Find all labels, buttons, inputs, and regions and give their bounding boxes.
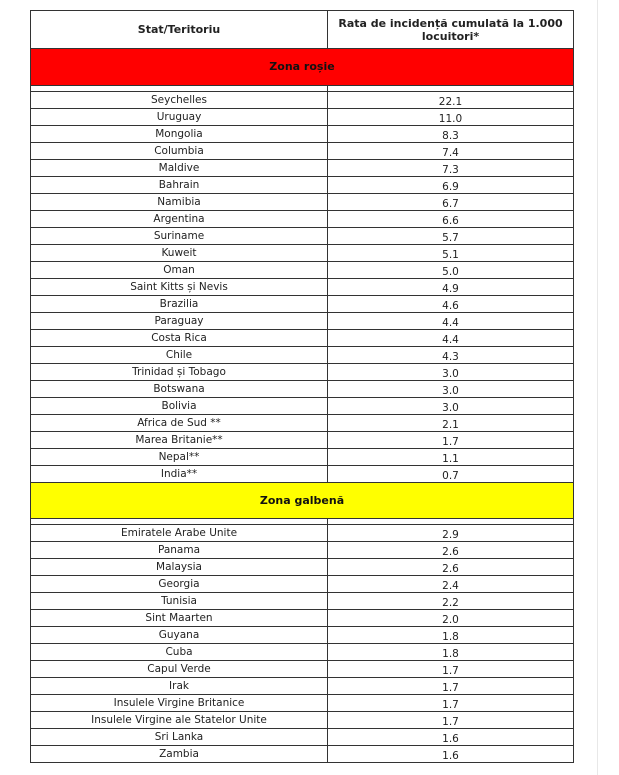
table-row [31, 262, 574, 279]
table-row [31, 279, 574, 296]
table-row [31, 330, 574, 347]
table-row [31, 746, 574, 763]
country-cell: Mongolia [31, 126, 328, 143]
incidence-value-cell: 4.9 [328, 279, 574, 296]
incidence-value-cell: 2.2 [328, 593, 574, 610]
zone-header-row [31, 483, 574, 519]
country-cell: Seychelles [31, 92, 328, 109]
incidence-value-cell: 1.8 [328, 627, 574, 644]
country-cell: Chile [31, 347, 328, 364]
incidence-value-cell: 2.1 [328, 415, 574, 432]
table-row [31, 296, 574, 313]
country-cell: Africa de Sud ** [31, 415, 328, 432]
table-row [31, 415, 574, 432]
incidence-value-cell: 7.3 [328, 160, 574, 177]
incidence-value-cell: 2.0 [328, 610, 574, 627]
country-cell: Saint Kitts și Nevis [31, 279, 328, 296]
country-cell: Suriname [31, 228, 328, 245]
incidence-value-cell: 4.6 [328, 296, 574, 313]
table-row [31, 466, 574, 483]
incidence-value-cell: 1.6 [328, 746, 574, 763]
table-header-row [31, 11, 574, 49]
table-row [31, 245, 574, 262]
zone-label: Zona roșie [31, 49, 574, 86]
country-cell: Kuweit [31, 245, 328, 262]
country-cell: Panama [31, 542, 328, 559]
table-row [31, 576, 574, 593]
table-row [31, 525, 574, 542]
country-cell: India** [31, 466, 328, 483]
table-row [31, 143, 574, 160]
incidence-table [30, 10, 574, 763]
zone-label: Zona galbenă [31, 483, 574, 519]
incidence-value-cell: 1.7 [328, 695, 574, 712]
table-row [31, 381, 574, 398]
incidence-value-cell: 1.1 [328, 449, 574, 466]
table-row [31, 661, 574, 678]
incidence-value-cell: 1.7 [328, 661, 574, 678]
incidence-value-cell: 3.0 [328, 364, 574, 381]
incidence-value-cell: 5.1 [328, 245, 574, 262]
incidence-value-cell: 7.4 [328, 143, 574, 160]
country-cell: Tunisia [31, 593, 328, 610]
table-row [31, 449, 574, 466]
incidence-value-cell: 4.4 [328, 313, 574, 330]
incidence-value-cell: 3.0 [328, 398, 574, 415]
country-cell: Brazilia [31, 296, 328, 313]
table-row [31, 347, 574, 364]
table-body [31, 49, 574, 763]
incidence-value-cell: 2.9 [328, 525, 574, 542]
table-row [31, 109, 574, 126]
incidence-value-cell: 6.9 [328, 177, 574, 194]
incidence-value-cell: 1.8 [328, 644, 574, 661]
table-row [31, 678, 574, 695]
country-cell: Nepal** [31, 449, 328, 466]
table-row [31, 398, 574, 415]
country-cell: Columbia [31, 143, 328, 160]
table-row [31, 712, 574, 729]
table-row [31, 364, 574, 381]
incidence-value-cell: 6.7 [328, 194, 574, 211]
incidence-value-cell: 1.7 [328, 678, 574, 695]
country-cell: Argentina [31, 211, 328, 228]
table-row [31, 627, 574, 644]
country-cell: Insulele Virgine ale Statelor Unite [31, 712, 328, 729]
incidence-value-cell: 11.0 [328, 109, 574, 126]
table-row [31, 432, 574, 449]
incidence-value-cell: 3.0 [328, 381, 574, 398]
country-cell: Marea Britanie** [31, 432, 328, 449]
page-edge [597, 0, 598, 775]
country-cell: Costa Rica [31, 330, 328, 347]
table-row [31, 559, 574, 576]
incidence-value-cell: 4.4 [328, 330, 574, 347]
incidence-value-cell: 5.0 [328, 262, 574, 279]
country-cell: Cuba [31, 644, 328, 661]
table-row [31, 211, 574, 228]
country-cell: Sri Lanka [31, 729, 328, 746]
table-row [31, 593, 574, 610]
country-cell: Bolivia [31, 398, 328, 415]
incidence-value-cell: 1.7 [328, 712, 574, 729]
table-row [31, 126, 574, 143]
table-row [31, 228, 574, 245]
country-cell: Emiratele Arabe Unite [31, 525, 328, 542]
table-row [31, 92, 574, 109]
country-cell: Namibia [31, 194, 328, 211]
country-cell: Capul Verde [31, 661, 328, 678]
country-cell: Guyana [31, 627, 328, 644]
table-row [31, 313, 574, 330]
incidence-value-cell: 5.7 [328, 228, 574, 245]
country-cell: Malaysia [31, 559, 328, 576]
table-row [31, 194, 574, 211]
header-incidence-rate: Rata de incidență cumulată la 1.000 locuitori* [328, 11, 574, 49]
incidence-value-cell: 8.3 [328, 126, 574, 143]
table-row [31, 644, 574, 661]
country-cell: Zambia [31, 746, 328, 763]
country-cell: Botswana [31, 381, 328, 398]
country-cell: Paraguay [31, 313, 328, 330]
table-row [31, 160, 574, 177]
country-cell: Bahrain [31, 177, 328, 194]
country-cell: Trinidad și Tobago [31, 364, 328, 381]
table-row [31, 610, 574, 627]
incidence-value-cell: 1.7 [328, 432, 574, 449]
incidence-value-cell: 4.3 [328, 347, 574, 364]
country-cell: Irak [31, 678, 328, 695]
incidence-value-cell: 6.6 [328, 211, 574, 228]
country-cell: Oman [31, 262, 328, 279]
incidence-value-cell: 2.6 [328, 559, 574, 576]
incidence-value-cell: 2.4 [328, 576, 574, 593]
country-cell: Uruguay [31, 109, 328, 126]
table-row [31, 542, 574, 559]
incidence-value-cell: 2.6 [328, 542, 574, 559]
country-cell: Georgia [31, 576, 328, 593]
incidence-value-cell: 0.7 [328, 466, 574, 483]
incidence-value-cell: 22.1 [328, 92, 574, 109]
table-row [31, 695, 574, 712]
country-cell: Maldive [31, 160, 328, 177]
zone-header-row [31, 49, 574, 86]
table-row [31, 729, 574, 746]
country-cell: Insulele Virgine Britanice [31, 695, 328, 712]
incidence-value-cell: 1.6 [328, 729, 574, 746]
table-row [31, 177, 574, 194]
country-cell: Sint Maarten [31, 610, 328, 627]
header-country: Stat/Teritoriu [31, 11, 328, 49]
